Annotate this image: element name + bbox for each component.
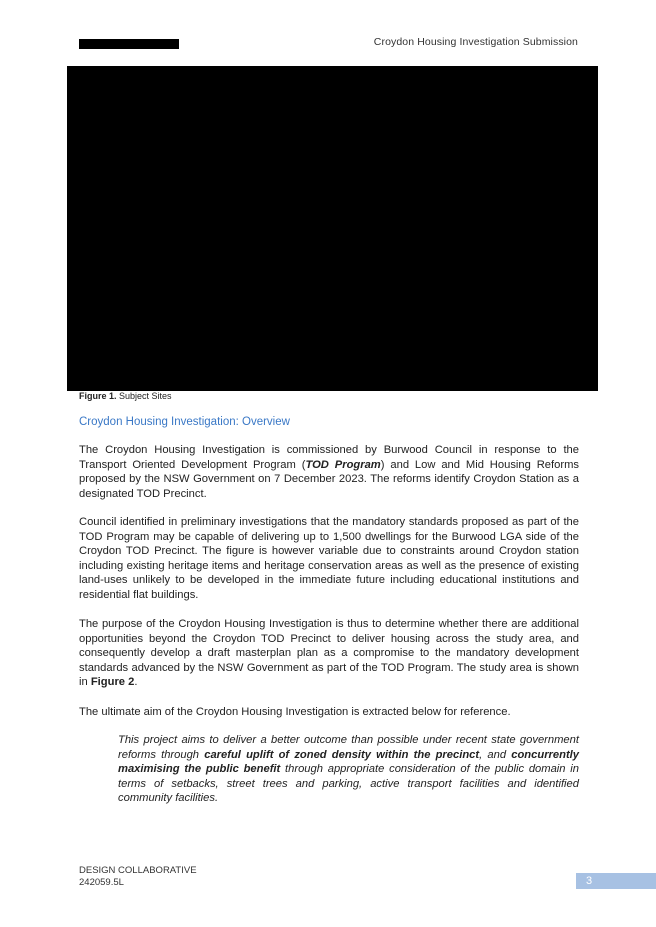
paragraph-3 [79, 617, 579, 690]
figure-caption-text: Subject Sites [116, 391, 172, 401]
paragraph-1 [79, 443, 579, 501]
paragraph-2: Council identified in preliminary investigations that the mandatory standards proposed as part of the TOD Program may be capable of delivering up to 1,500 dwellings for the Burwood LGA side of the Croydon TOD Precinct. The figure is however variable due to constraints around Croydon station including existing heritage items and heritage conservation areas as well as the presence of existing land-uses unlikely to be developed in the immediate future including educational institutions and residential flat buildings. [79, 516, 579, 601]
quote-text-3: through appropriate consideration of the public domain in terms of setbacks, street trees and parking, active transport facilities and identified community facilities. [118, 763, 579, 805]
figure-caption-label: Figure 1. [79, 391, 117, 401]
paragraph-4: The ultimate aim of the Croydon Housing Investigation is extracted below for reference. [79, 706, 511, 718]
quote-text-1: This project aims to deliver a better outcome than possible under recent state government reforms through [118, 734, 579, 761]
figure-caption [79, 391, 172, 401]
paragraph-3-text-end: . [134, 676, 138, 689]
tod-program-emphasis: TOD Program [305, 458, 381, 471]
quote-text-2: , and [479, 748, 512, 761]
figure-2-reference: Figure 2 [90, 676, 135, 689]
quote-emphasis-2: concurrently maximising the public benefit [118, 748, 580, 776]
header-title: Croydon Housing Investigation Submission [373, 36, 578, 48]
section-heading: Croydon Housing Investigation: Overview [79, 416, 290, 428]
page-number: 3 [576, 873, 656, 889]
figure-image-redacted [67, 66, 598, 391]
footer-reference: 242059.5L [79, 877, 124, 888]
footer-company: DESIGN COLLABORATIVE [79, 865, 197, 876]
aim-quote [118, 733, 579, 806]
quote-emphasis-1: careful uplift of zoned density within the precinct [204, 748, 480, 761]
redaction-bar [79, 39, 179, 49]
paragraph-1-text: The Croydon Housing Investigation is commissioned by Burwood Council in response to the Transport Oriented Development Program ( [79, 444, 579, 471]
paragraph-1-text-end: ) and Low and Mid Housing Reforms proposed by the NSW Government on 7 December 2023. The reforms identify Croydon Station as a designated TOD Precinct. [79, 458, 580, 500]
paragraph-3-text: The purpose of the Croydon Housing Investigation is thus to determine whether there are additional opportunities beyond the Croydon TOD Precinct to deliver housing across the study area, and consequently develop a draft masterplan plan as a compromise to the mandatory development standards advanced by the NSW Government as part of the TOD Program. The study area is shown in [79, 618, 579, 689]
